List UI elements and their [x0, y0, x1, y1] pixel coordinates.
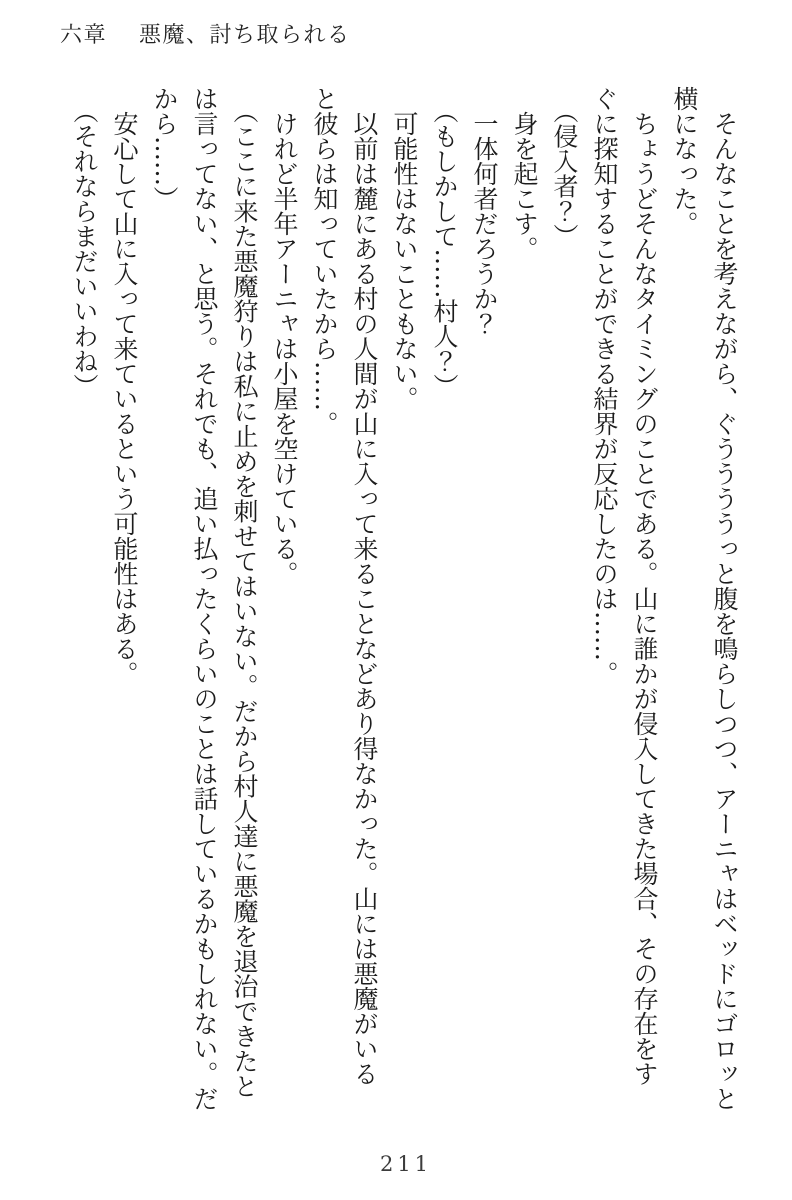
text-column: 身を起こす。 — [510, 86, 539, 261]
text-column: （侵入者？） — [550, 86, 579, 249]
text-column: から……） — [150, 86, 179, 211]
text-column: 一体何者だろうか？ — [470, 86, 499, 336]
text-column: けれど半年アーニャは小屋を空けている。 — [270, 86, 299, 586]
chapter-header — [60, 18, 351, 49]
body-text — [64, 86, 744, 1118]
page-number: 211 — [379, 1152, 433, 1176]
text-column: と彼らは知っていたから……。 — [310, 86, 339, 436]
text-column: （ここに来た悪魔狩りは私に止めを刺せてはいない。だから村人達に悪魔を退治できたと — [230, 86, 259, 1099]
chapter-title: 悪魔、討ち取られる — [139, 23, 351, 48]
text-column: ぐに探知することができる結界が反応したのは……。 — [590, 86, 619, 686]
chapter-number: 六章 — [60, 23, 108, 48]
text-column: 可能性はないこともない。 — [390, 86, 419, 411]
text-column: 以前は麓にある村の人間が山に入って来ることなどあり得なかった。山には悪魔がいる — [350, 86, 379, 1086]
text-column: ちょうどそんなタイミングのことである。山に誰かが侵入してきた場合、その存在をす — [630, 86, 659, 1086]
text-column: 横になった。 — [670, 86, 699, 236]
text-column: （もしかして……村人？） — [430, 86, 459, 399]
text-column: 安心して山に入って来ているという可能性はある。 — [110, 86, 139, 686]
text-column: （それならまだいいわね） — [70, 86, 99, 399]
text-column: は言ってない、と思う。それでも、追い払ったくらいのことは話しているかもしれない。だ — [190, 86, 219, 1111]
text-column: そんなことを考えながら、ぐううううっと腹を鳴らしつつ、アーニャはベッドにゴロッと — [710, 86, 739, 1111]
